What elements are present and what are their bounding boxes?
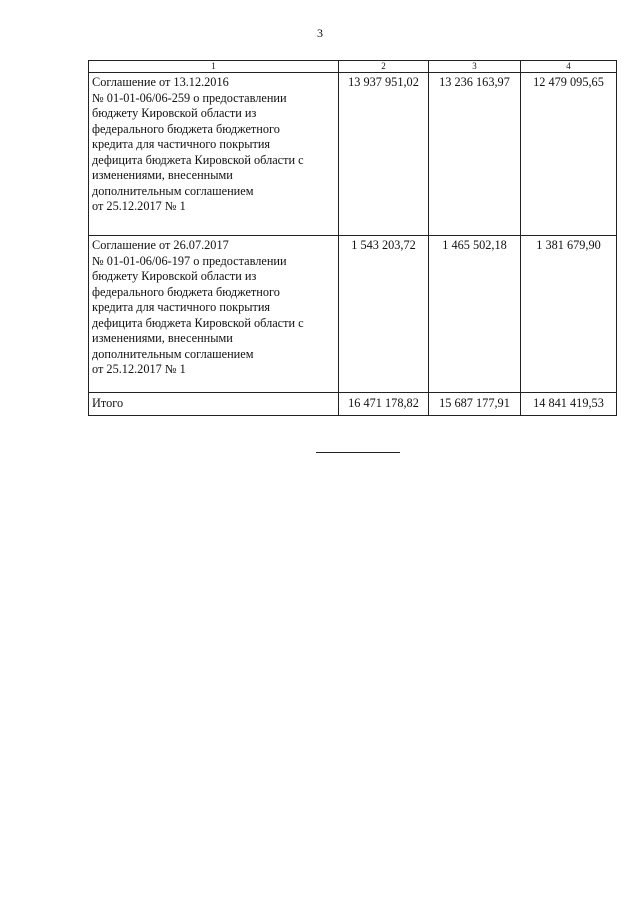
total-row [89,393,617,416]
amount-col-3: 13 236 163,97 [429,73,521,236]
column-header-1: 1 [89,61,339,73]
table-row [89,236,617,393]
page-number: 3 [317,26,323,40]
amount-col-4: 1 381 679,90 [521,236,617,393]
amount-col-2: 13 937 951,02 [339,73,429,236]
column-header-4: 4 [521,61,617,73]
total-label: Итого [89,393,339,416]
column-header-3: 3 [429,61,521,73]
total-col-3: 15 687 177,91 [429,393,521,416]
agreement-description: Соглашение от 13.12.2016 № 01-01-06/06-259 о предоставлении бюджету Кировской области из федерального бюджета бюджетного кредита для частичного покрытия дефицита бюджета Кировской области с изменениями, внесенными дополнительным соглашением от 25.12.2017 № 1 [89,73,339,236]
column-header-2: 2 [339,61,429,73]
table-row [89,73,617,236]
amount-col-4: 12 479 095,65 [521,73,617,236]
budget-credit-table [88,60,617,416]
total-col-4: 14 841 419,53 [521,393,617,416]
amount-col-2: 1 543 203,72 [339,236,429,393]
table-header-row [89,61,617,73]
total-col-2: 16 471 178,82 [339,393,429,416]
amount-col-3: 1 465 502,18 [429,236,521,393]
end-of-document-rule [316,452,400,453]
agreement-description: Соглашение от 26.07.2017 № 01-01-06/06-197 о предоставлении бюджету Кировской области из федерального бюджета бюджетного кредита для частичного покрытия дефицита бюджета Кировской области с изменениями, внесенными дополнительным соглашением от 25.12.2017 № 1 [89,236,339,393]
